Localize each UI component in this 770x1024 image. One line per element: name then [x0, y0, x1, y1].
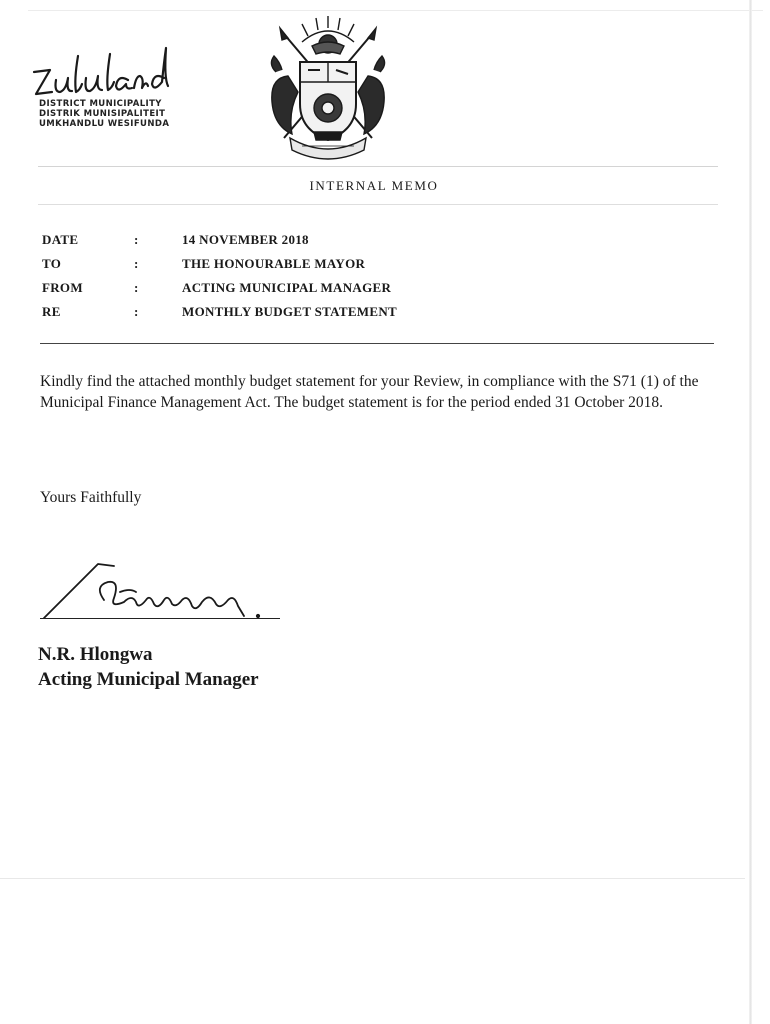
zululand-logo — [30, 40, 170, 102]
municipality-name-zulu: UMKHANDLU WESIFUNDA — [39, 119, 170, 129]
scan-top-edge — [28, 10, 763, 11]
letterhead-divider — [38, 166, 718, 167]
field-colon: : — [134, 280, 139, 295]
field-colon: : — [134, 232, 139, 247]
field-value: ACTING MUNICIPAL MANAGER — [182, 280, 392, 295]
closing-salutation: Yours Faithfully — [40, 489, 142, 506]
memo-body-paragraph: Kindly find the attached monthly budget statement for your Review, in compliance with the S71 (1) of the Municipal Finance Management Act. The budget statement is for the period ended 31 October 2018. — [40, 373, 699, 411]
field-colon: : — [134, 256, 139, 271]
signatory-title: Acting Municipal Manager — [38, 669, 259, 690]
scan-right-edge — [749, 0, 752, 1024]
municipality-name-afrikaans: DISTRIK MUNISIPALITEIT — [39, 109, 166, 119]
field-value: 14 NOVEMBER 2018 — [182, 232, 309, 247]
coat-of-arms-icon — [262, 16, 394, 164]
title-divider — [38, 204, 718, 205]
field-label: DATE — [42, 232, 79, 247]
scan-fold-line — [0, 878, 745, 879]
field-value: MONTHLY BUDGET STATEMENT — [182, 304, 398, 319]
signatory-name: N.R. Hlongwa — [38, 644, 153, 665]
field-value: THE HONOURABLE MAYOR — [182, 256, 366, 271]
field-label: FROM — [42, 280, 83, 295]
field-colon: : — [134, 304, 139, 319]
signature-line — [40, 618, 280, 619]
handwritten-signature — [40, 556, 280, 626]
municipality-name-block — [39, 99, 169, 129]
field-label: TO — [42, 256, 62, 271]
municipality-name-english: DISTRICT MUNICIPALITY — [39, 99, 162, 109]
memo-title: INTERNAL MEMO — [309, 178, 439, 193]
field-label: RE — [42, 304, 61, 319]
body-divider — [40, 343, 714, 344]
